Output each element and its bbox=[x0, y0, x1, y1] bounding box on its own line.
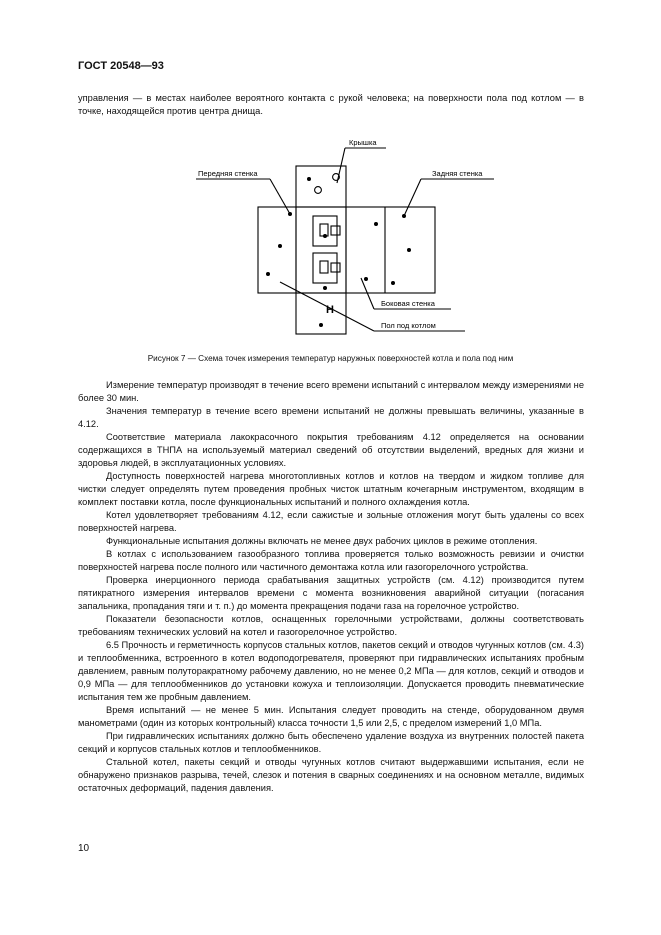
upper-burner-inner bbox=[320, 224, 328, 236]
boiler-measurement-diagram bbox=[0, 128, 661, 343]
front-wall-leader bbox=[270, 179, 290, 214]
paragraph: Соответствие материала лакокрасочного покрытия требованиям 4.12 определяется на основании содержащихся в ТНПА на используемый материал сведений об отсутствии выделений, вредных для жизни и здоровья людей, в эксплуатационных условиях. bbox=[78, 432, 584, 468]
measurement-point bbox=[364, 277, 368, 281]
paragraph: Стальной котел, пакеты секций и отводы чугунных котлов считают выдержавшими испытания, если не обнаружено признаков разрыва, течей, слезок и потения в сварных соединениях и на основном металле, видимых остаточных деформаций, падения давления. bbox=[78, 757, 584, 793]
measurement-point bbox=[266, 272, 270, 276]
floor-label: Пол под котлом bbox=[381, 321, 436, 330]
measurement-point bbox=[319, 323, 323, 327]
measurement-point bbox=[402, 214, 406, 218]
standard-header: ГОСТ 20548—93 bbox=[78, 60, 164, 72]
front-wall-label: Передняя стенка bbox=[198, 169, 258, 178]
measurement-point bbox=[278, 244, 282, 248]
upper-burner-fitting bbox=[331, 226, 340, 235]
side-wall-label: Боковая стенка bbox=[381, 299, 435, 308]
paragraph: Показатели безопасности котлов, оснащенных горелочными устройствами, должны соответствовать требованиям технических условий на котел и газогорелочное устройство. bbox=[78, 614, 584, 637]
page-number: 10 bbox=[78, 843, 90, 854]
paragraph: 6.5 Прочность и герметичность корпусов стальных котлов, пакетов секций и отводов чугунных котлов (см. 4.3) и теплообменника, встроенного в котел водоподогревателя, проверяют при гидравлических испытаниях пробным давлением, равным полуторакратному рабочему давлению, но не менее 0,2 МПа — для котлов, секций и отводов и 0,9 МПа — для теплообменников до установки кожуха и теплоизоляции. Допускается проводить пневматические испытания тем же пробным давлением. bbox=[78, 640, 584, 702]
boiler-cover-shape bbox=[296, 166, 346, 207]
intro-paragraph: управления — в местах наиболее вероятного контакта с рукой человека; на поверхности пола под котлом — в точке, находящейся против центра днища. bbox=[78, 93, 584, 116]
height-mark: Н bbox=[326, 304, 334, 316]
lower-burner-fitting bbox=[331, 263, 340, 272]
paragraph: Доступность поверхностей нагрева многотопливных котлов и котлов на твердом и жидком топливе для чистки следует определять путем проведения пробных чисток штатным кочегарным инструментом, входящим в комплект поставки котла, после функциональных испытаний и полного охлаждения котла. bbox=[78, 471, 584, 507]
paragraph: Время испытаний — не менее 5 мин. Испытания следует проводить на стенде, оборудованном двумя манометрами (один из которых контрольный) класса точности 1,5 или 2,5, с пределом измерений 1,0 МПа. bbox=[78, 705, 584, 728]
floor-shape bbox=[296, 293, 346, 334]
front-wall-shape bbox=[258, 207, 296, 293]
cover-opening-2 bbox=[315, 187, 322, 194]
upper-burner-box bbox=[313, 216, 337, 246]
paragraph: Измерение температур производят в течение всего времени испытаний с интервалом между измерениями не более 30 мин. bbox=[78, 380, 584, 403]
paragraph: Функциональные испытания должны включать не менее двух рабочих циклов в режиме отопления. bbox=[106, 536, 538, 546]
back-wall-leader bbox=[404, 179, 421, 216]
back-wall-label: Задняя стенка bbox=[432, 169, 483, 178]
measurement-point bbox=[374, 222, 378, 226]
side-wall-shape bbox=[296, 207, 346, 293]
figure-7 bbox=[0, 128, 661, 343]
body-text bbox=[78, 379, 584, 795]
measurement-point bbox=[391, 281, 395, 285]
measurement-point bbox=[307, 177, 311, 181]
lower-burner-inner bbox=[320, 261, 328, 273]
paragraph: Проверка инерционного периода срабатывания защитных устройств (см. 4.12) производится путем пятикратного измерения интервалов времени с момента возникновения аварийной ситуации (погасания запальника, пропадания тяги и т. п.) до момента прекращения подачи газа на горелочное устройство. bbox=[78, 575, 584, 611]
paragraph: Котел удовлетворяет требованиям 4.12, если сажистые и зольные отложения могут быть удалены со всех поверхностей нагрева. bbox=[78, 510, 584, 533]
paragraph: В котлах с использованием газообразного топлива проверяется только возможность ревизии и очистки поверхностей нагрева после полного или частичного демонтажа котла или газогорелочного устройства. bbox=[78, 549, 584, 572]
paragraph: При гидравлических испытаниях должно быть обеспечено удаление воздуха из внутренних полостей пакета секций и корпусов стальных котлов и теплообменников. bbox=[78, 731, 584, 754]
lower-burner-box bbox=[313, 253, 337, 283]
measurement-point bbox=[323, 286, 327, 290]
measurement-point bbox=[323, 234, 327, 238]
paragraph: Значения температур в течение всего времени испытаний не должны превышать величины, указанные в 4.12. bbox=[78, 406, 584, 429]
measurement-point bbox=[407, 248, 411, 252]
back-wall-shape bbox=[346, 207, 435, 293]
figure-caption: Рисунок 7 — Схема точек измерения температур наружных поверхностей котла и пола под ним bbox=[147, 354, 514, 363]
cover-label: Крышка bbox=[349, 138, 377, 147]
measurement-point bbox=[288, 212, 292, 216]
